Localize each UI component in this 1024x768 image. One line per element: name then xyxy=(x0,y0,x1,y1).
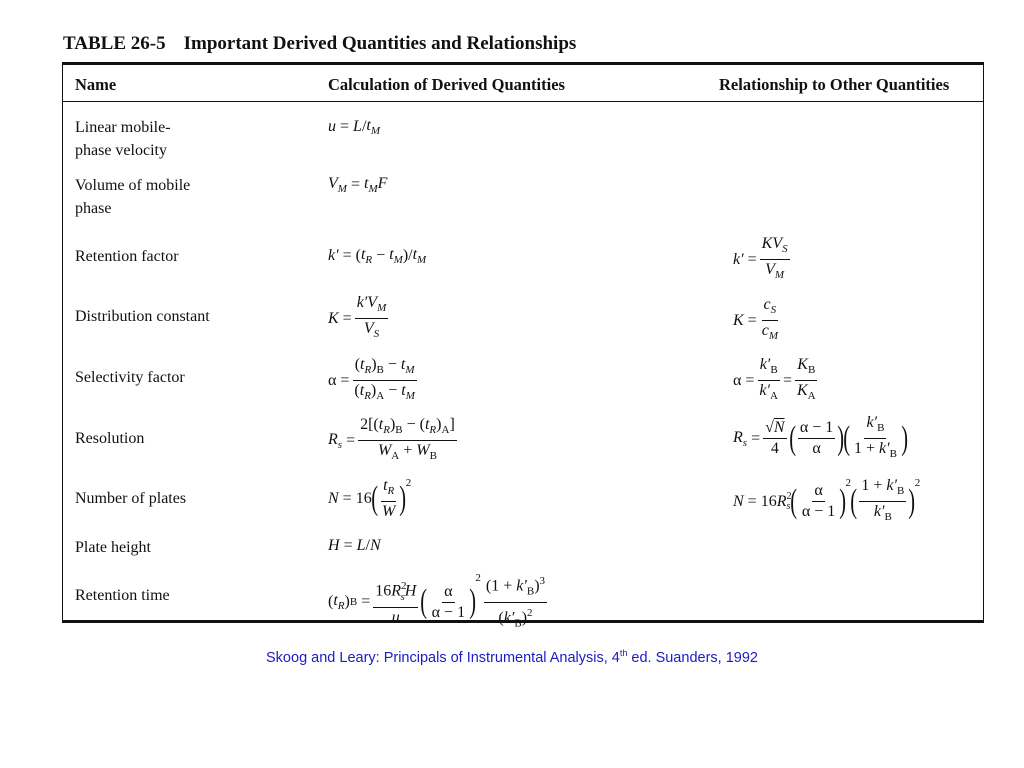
derived-quantities-table xyxy=(62,62,984,630)
row-name-number-of-plates: Number of plates xyxy=(75,490,187,507)
formula-selectivity-factor: α = $\frac{(t_R)_B - t_M}{(t_R)_A - t_M}$ xyxy=(328,356,415,403)
row-name-resolution: Resolution xyxy=(75,430,145,447)
citation-footer xyxy=(0,648,1024,666)
row-name-retention-time: Retention time xyxy=(75,587,170,604)
row-name-line: Linear mobile- xyxy=(75,119,171,136)
row-name-line: phase xyxy=(75,200,112,217)
citation-text-end: ed. Suanders, 1992 xyxy=(627,649,758,666)
row-name-plate-height: Plate height xyxy=(75,539,151,556)
relation-retention-factor: k′ = $\frac{KV_S}{V_M}$ xyxy=(733,235,788,282)
formula-linear-velocity: u = L / $t_M$ xyxy=(328,117,381,138)
table-caption: Important Derived Quantities and Relationships xyxy=(183,33,577,54)
formula-number-of-plates: N = 16 ( $\frac{t_R}{W}$ ) $^2$ xyxy=(328,477,412,521)
header-divider xyxy=(63,101,983,102)
table-title xyxy=(63,33,576,55)
header-name: Name xyxy=(75,75,117,94)
table-number: TABLE 26-5 xyxy=(63,33,166,54)
header-relationship: Relationship to Other Quantities xyxy=(719,75,950,94)
relation-number-of-plates: N = 16 R 2 s ( $\frac{\alpha}{\alpha - 1}$ ) $^2$ ( $\frac{1 + k'_B}{k'_B}$ ) $^2$ xyxy=(733,477,921,524)
row-name-line: Volume of mobile xyxy=(75,177,191,194)
formula-distribution-constant: K = $\frac{k'V_M}{V_S}$ xyxy=(328,294,387,341)
header-calculation: Calculation of Derived Quantities xyxy=(328,75,565,94)
row-name-selectivity-factor: Selectivity factor xyxy=(75,369,185,386)
row-name-distribution-constant: Distribution constant xyxy=(75,308,210,325)
relation-selectivity-factor: α = $\frac{k'_B}{k'_A}$ = $\frac{K_B}{K_A}$ xyxy=(733,356,816,403)
row-name-line: phase velocity xyxy=(75,142,167,159)
formula-plate-height: H = L / N xyxy=(328,537,381,554)
formula-retention-time: ( $t_R$ ) B = $\frac{16R^2_sH}{u}$ ( $\frac{\alpha}{\alpha - 1}$ ) 2 $\frac{(1 + k'_B)^3}{(k'_B)^2}$ xyxy=(328,572,546,630)
citation-superscript: th xyxy=(619,648,628,658)
formula-mobile-volume: $V_M$ = $t_MF$ xyxy=(328,175,388,196)
relation-distribution-constant: K = $\frac{c_S}{c_M}$ xyxy=(733,296,778,343)
row-name-linear-velocity xyxy=(75,116,171,162)
relation-resolution: $R_s$ = $\frac{√N}{4}$ ( $\frac{\alpha - 1}{\alpha}$ ) ( $\frac{k'_B}{1 + k'_B}$ ) xyxy=(733,414,908,461)
citation-text: Skoog and Leary: Principals of Instrumental Analysis, 4 xyxy=(266,649,620,666)
formula-retention-factor: k′ = ( $t_R$ − $t_M$ )/ $t_M$ xyxy=(328,246,427,267)
row-name-retention-factor: Retention factor xyxy=(75,248,179,265)
row-name-mobile-volume xyxy=(75,174,190,220)
formula-resolution: $R_s$ = $\frac{2[(t_R)_B - (t_R)_A]}{W_A + W_B}$ xyxy=(328,416,455,463)
